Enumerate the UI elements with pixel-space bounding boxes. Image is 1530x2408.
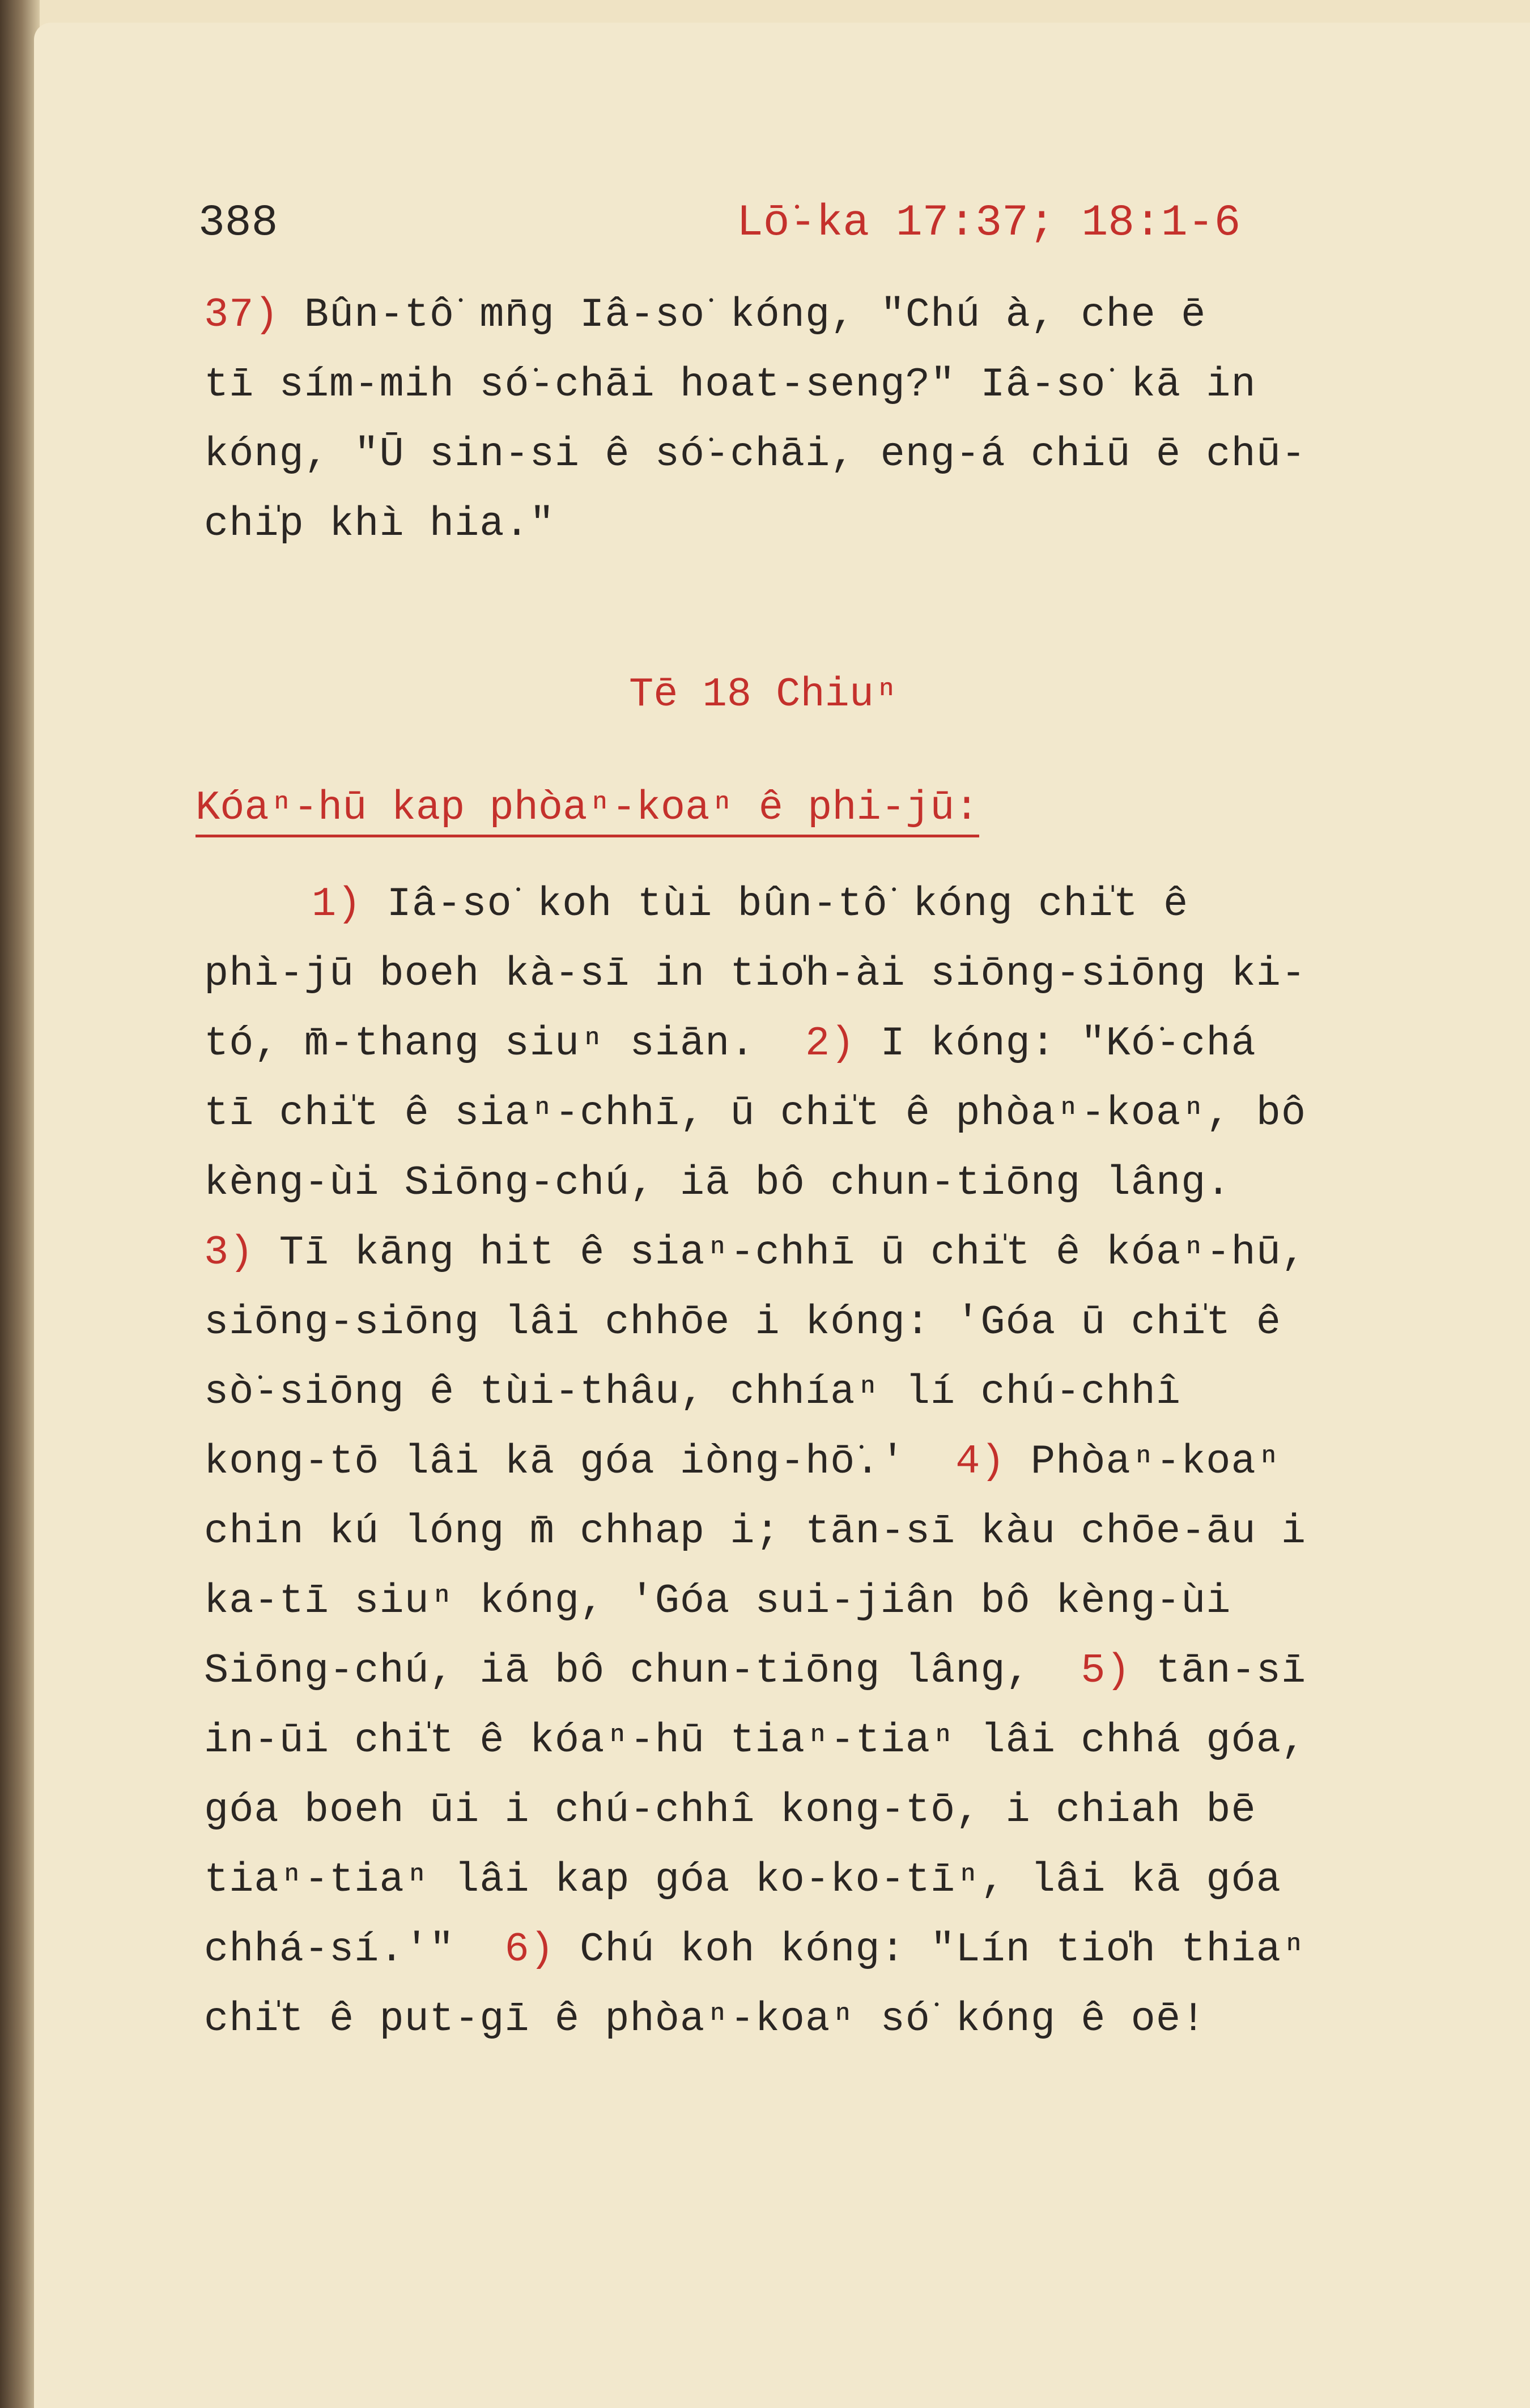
running-head: Lō͘-ka 17:37; 18:1-6 (737, 198, 1241, 248)
verse-text: tó, m̄-thang siuⁿ siān. (204, 1020, 755, 1067)
body-line-6 (204, 1229, 1306, 1276)
verse-number-6: 6) (504, 1926, 555, 1973)
body-line-8: sò͘-siōng ê tùi-thâu, chhíaⁿ lí chú-chhî (204, 1369, 1182, 1415)
verse-number-1: 1) (312, 881, 362, 928)
section-heading: Kóaⁿ-hū kap phòaⁿ-koaⁿ ê phi-jū: (196, 785, 979, 837)
body-line-15: tiaⁿ-tiaⁿ lâi kap góa ko-ko-tīⁿ, lâi kā góa (204, 1857, 1281, 1903)
verse-37-line-4: chi̍p khì hia." (204, 501, 555, 547)
body-line-14: góa boeh ūi i chú-chhî kong-tō, i chiah bē (204, 1787, 1256, 1833)
verse-37-line-2: tī sím-mih só͘-chāi hoat-seng?" Iâ-so͘ kā in (204, 361, 1256, 408)
verse-number-5: 5) (1081, 1648, 1131, 1694)
verse-number-4: 4) (955, 1439, 1006, 1485)
body-line-11: ka-tī siuⁿ kóng, 'Góa sui-jiân bô kèng-ùi (204, 1578, 1231, 1624)
verse-37-line-1 (204, 292, 1206, 338)
verse-text: Iâ-so͘ koh tùi bûn-tô͘ kóng chi̍t ê (386, 881, 1189, 928)
body-line-16 (204, 1926, 1306, 1973)
verse-text: tān-sī (1155, 1648, 1307, 1694)
body-line-10: chin kú lóng m̄ chhap i; tān-sī kàu chōe-āu i (204, 1508, 1307, 1555)
page-number: 388 (198, 198, 278, 248)
verse-37-line-3: kóng, "Ū sin-si ê só͘-chāi, eng-á chiū ē chū- (204, 431, 1307, 478)
body-line-5: kèng-ùi Siōng-chú, iā bô chun-tiōng lâng. (204, 1160, 1231, 1206)
body-line-13: in-ūi chi̍t ê kóaⁿ-hū tiaⁿ-tiaⁿ lâi chhá góa, (204, 1717, 1307, 1764)
body-line-9 (204, 1439, 1281, 1485)
verse-text: kong-tō lâi kā góa iòng-hō͘.' (204, 1439, 906, 1485)
chapter-title: Tē 18 Chiuⁿ (629, 671, 899, 718)
verse-number-2: 2) (805, 1020, 856, 1067)
verse-text: chhá-sí.'" (204, 1926, 455, 1973)
body-line-17: chi̍t ê put-gī ê phòaⁿ-koaⁿ só͘ kóng ê oē! (204, 1996, 1206, 2043)
body-line-2: phì-jū boeh kà-sī in tio̍h-ài siōng-siōng ki- (204, 951, 1307, 997)
verse-text: I kóng: "Kó͘-chá (880, 1020, 1256, 1067)
body-line-1 (312, 881, 1188, 928)
verse-text: Tī kāng hit ê siaⁿ-chhī ū chi̍t ê kóaⁿ-hū, (279, 1229, 1307, 1276)
body-line-12 (204, 1648, 1306, 1694)
body-line-7: siōng-siōng lâi chhōe i kóng: 'Góa ū chi̍t ê (204, 1299, 1281, 1346)
verse-text: Bûn-tô͘ mn̄g Iâ-so͘ kóng, "Chú à, che ē (304, 292, 1206, 338)
verse-text: Phòaⁿ-koaⁿ (1030, 1439, 1281, 1485)
verse-text: Siōng-chú, iā bô chun-tiōng lâng, (204, 1648, 1031, 1694)
verse-number-37: 37) (204, 292, 279, 338)
verse-number-3: 3) (204, 1229, 254, 1276)
verse-text: Chú koh kóng: "Lín tio̍h thiaⁿ (580, 1926, 1307, 1973)
body-line-3 (204, 1020, 1256, 1067)
body-line-4: tī chi̍t ê siaⁿ-chhī, ū chi̍t ê phòaⁿ-koaⁿ, bô (204, 1090, 1307, 1137)
